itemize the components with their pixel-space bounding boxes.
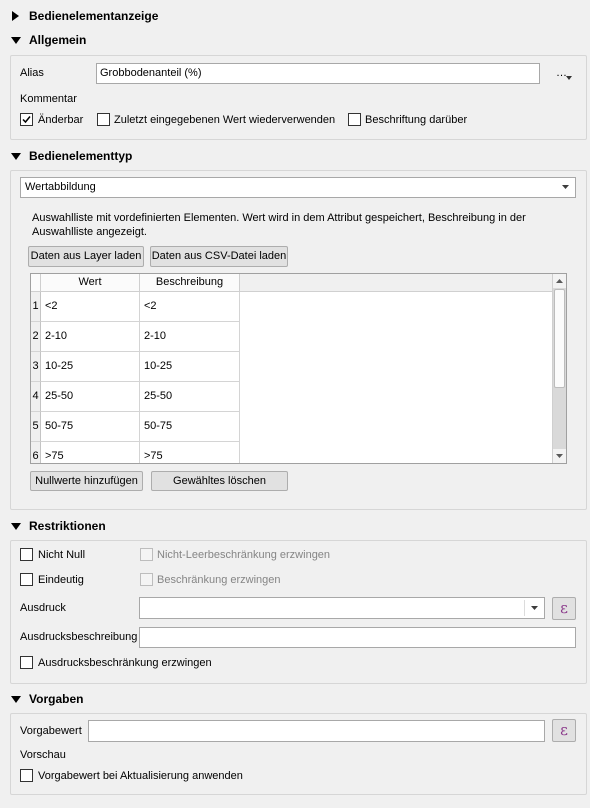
description-cell[interactable]: 25-50 (140, 382, 240, 412)
value-cell[interactable]: 25-50 (41, 382, 140, 412)
expression-epsilon-icon: ε (560, 721, 568, 739)
enforce-not-null-label[interactable]: Nicht-Leerbeschränkung erzwingen (157, 549, 331, 561)
section-title: Restriktionen (29, 519, 106, 533)
default-expression-builder-button[interactable] (552, 719, 576, 742)
column-header-description[interactable]: Beschreibung (140, 274, 240, 292)
enforce-expression-checkbox[interactable] (20, 656, 33, 669)
value-cell[interactable]: <2 (41, 292, 140, 322)
section-title: Bedienelementtyp (29, 149, 133, 163)
expression-description-input[interactable] (139, 627, 576, 648)
add-null-button[interactable]: Nullwerte hinzufügen (30, 471, 143, 491)
row-header[interactable]: 2 (31, 322, 41, 352)
expression-combobox[interactable] (139, 597, 545, 619)
remove-selected-button[interactable]: Gewähltes löschen (151, 471, 288, 491)
chevron-down-icon (11, 523, 21, 530)
chevron-down-icon (11, 696, 21, 703)
description-cell[interactable]: 10-25 (140, 352, 240, 382)
apply-on-update-checkbox[interactable] (20, 769, 33, 782)
section-header-widget-display[interactable] (8, 8, 268, 24)
description-cell[interactable]: <2 (140, 292, 240, 322)
default-value-input[interactable] (88, 720, 545, 742)
value-cell[interactable]: 2-10 (41, 322, 140, 352)
reuse-last-value-checkbox[interactable] (97, 113, 110, 126)
ellipsis-label: … (556, 67, 567, 79)
alias-menu-button[interactable] (553, 65, 575, 82)
arrow-up-icon (556, 279, 563, 283)
scroll-up-button[interactable] (553, 274, 566, 288)
expression-builder-button[interactable] (552, 597, 576, 620)
default-value-label: Vorgabewert (20, 725, 82, 737)
table-row[interactable] (31, 352, 240, 382)
value-cell[interactable]: >75 (41, 442, 140, 464)
comment-label: Kommentar (20, 93, 77, 105)
chevron-down-icon (11, 37, 21, 44)
scroll-down-button[interactable] (553, 449, 566, 463)
expression-description-label: Ausdrucksbeschreibung (20, 631, 138, 643)
chevron-down-icon (11, 153, 21, 160)
apply-on-update-label[interactable]: Vorgabewert bei Aktualisierung anwenden (38, 770, 243, 782)
row-header[interactable]: 1 (31, 292, 41, 322)
enforce-not-null-checkbox[interactable] (140, 548, 153, 561)
unique-checkbox[interactable] (20, 573, 33, 586)
expression-epsilon-icon: ε (560, 599, 568, 617)
table-header (31, 274, 552, 292)
chevron-right-icon (12, 11, 19, 21)
description-cell[interactable]: >75 (140, 442, 240, 464)
description-cell[interactable]: 2-10 (140, 322, 240, 352)
table-row[interactable] (31, 442, 240, 464)
section-title: Vorgaben (29, 692, 84, 706)
value-cell[interactable]: 50-75 (41, 412, 140, 442)
row-header[interactable]: 5 (31, 412, 41, 442)
arrow-down-icon (556, 454, 563, 458)
value-cell[interactable]: 10-25 (41, 352, 140, 382)
row-header[interactable]: 3 (31, 352, 41, 382)
menu-arrow-icon (566, 76, 572, 80)
unique-label[interactable]: Eindeutig (38, 574, 84, 586)
chevron-down-icon (531, 606, 538, 610)
table-row[interactable] (31, 322, 240, 352)
alias-label: Alias (20, 67, 44, 79)
section-title: Allgemein (29, 33, 87, 47)
widget-type-select[interactable] (20, 177, 576, 198)
checkmark-icon (21, 114, 32, 125)
table-row[interactable] (31, 412, 240, 442)
preview-label: Vorschau (20, 749, 66, 761)
corner-header[interactable] (31, 274, 41, 292)
expression-label: Ausdruck (20, 602, 66, 614)
section-header-constraints[interactable] (8, 518, 268, 534)
widget-type-selected: Wertabbildung (25, 181, 96, 193)
column-header-value[interactable]: Wert (41, 274, 140, 292)
not-null-label[interactable]: Nicht Null (38, 549, 86, 561)
section-header-widget-type[interactable] (8, 148, 268, 164)
row-header[interactable]: 6 (31, 442, 41, 464)
label-on-top-label[interactable]: Beschriftung darüber (365, 114, 468, 126)
widget-type-description: Auswahlliste mit vordefinierten Elementen. Wert wird in dem Attribut gespeichert, Beschreibung in der Auswahlliste angezeigt. (32, 212, 526, 238)
table-row[interactable] (31, 292, 240, 322)
reuse-last-value-label[interactable]: Zuletzt eingegebenen Wert wiederverwenden (114, 114, 336, 126)
value-map-table[interactable] (30, 273, 567, 464)
table-vertical-scrollbar[interactable] (552, 274, 566, 463)
editable-label[interactable]: Änderbar (38, 114, 84, 126)
label-on-top-checkbox[interactable] (348, 113, 361, 126)
enforce-expression-label[interactable]: Ausdrucksbeschränkung erzwingen (38, 657, 212, 669)
enforce-unique-label[interactable]: Beschränkung erzwingen (157, 574, 281, 586)
chevron-down-icon (562, 185, 569, 189)
table-row[interactable] (31, 382, 240, 412)
section-title: Bedienelementanzeige (29, 9, 159, 23)
enforce-unique-checkbox[interactable] (140, 573, 153, 586)
row-header[interactable]: 4 (31, 382, 41, 412)
section-header-general[interactable] (8, 32, 268, 48)
description-cell[interactable]: 50-75 (140, 412, 240, 442)
load-from-layer-button[interactable]: Daten aus Layer laden (28, 246, 144, 267)
expression-dropdown-button[interactable] (524, 600, 544, 616)
editable-checkbox[interactable] (20, 113, 33, 126)
not-null-checkbox[interactable] (20, 548, 33, 561)
load-from-csv-button[interactable]: Daten aus CSV-Datei laden (150, 246, 288, 267)
alias-input[interactable]: Grobbodenanteil (%) (96, 63, 540, 84)
scrollbar-thumb[interactable] (554, 289, 565, 388)
section-header-defaults[interactable] (8, 691, 268, 707)
